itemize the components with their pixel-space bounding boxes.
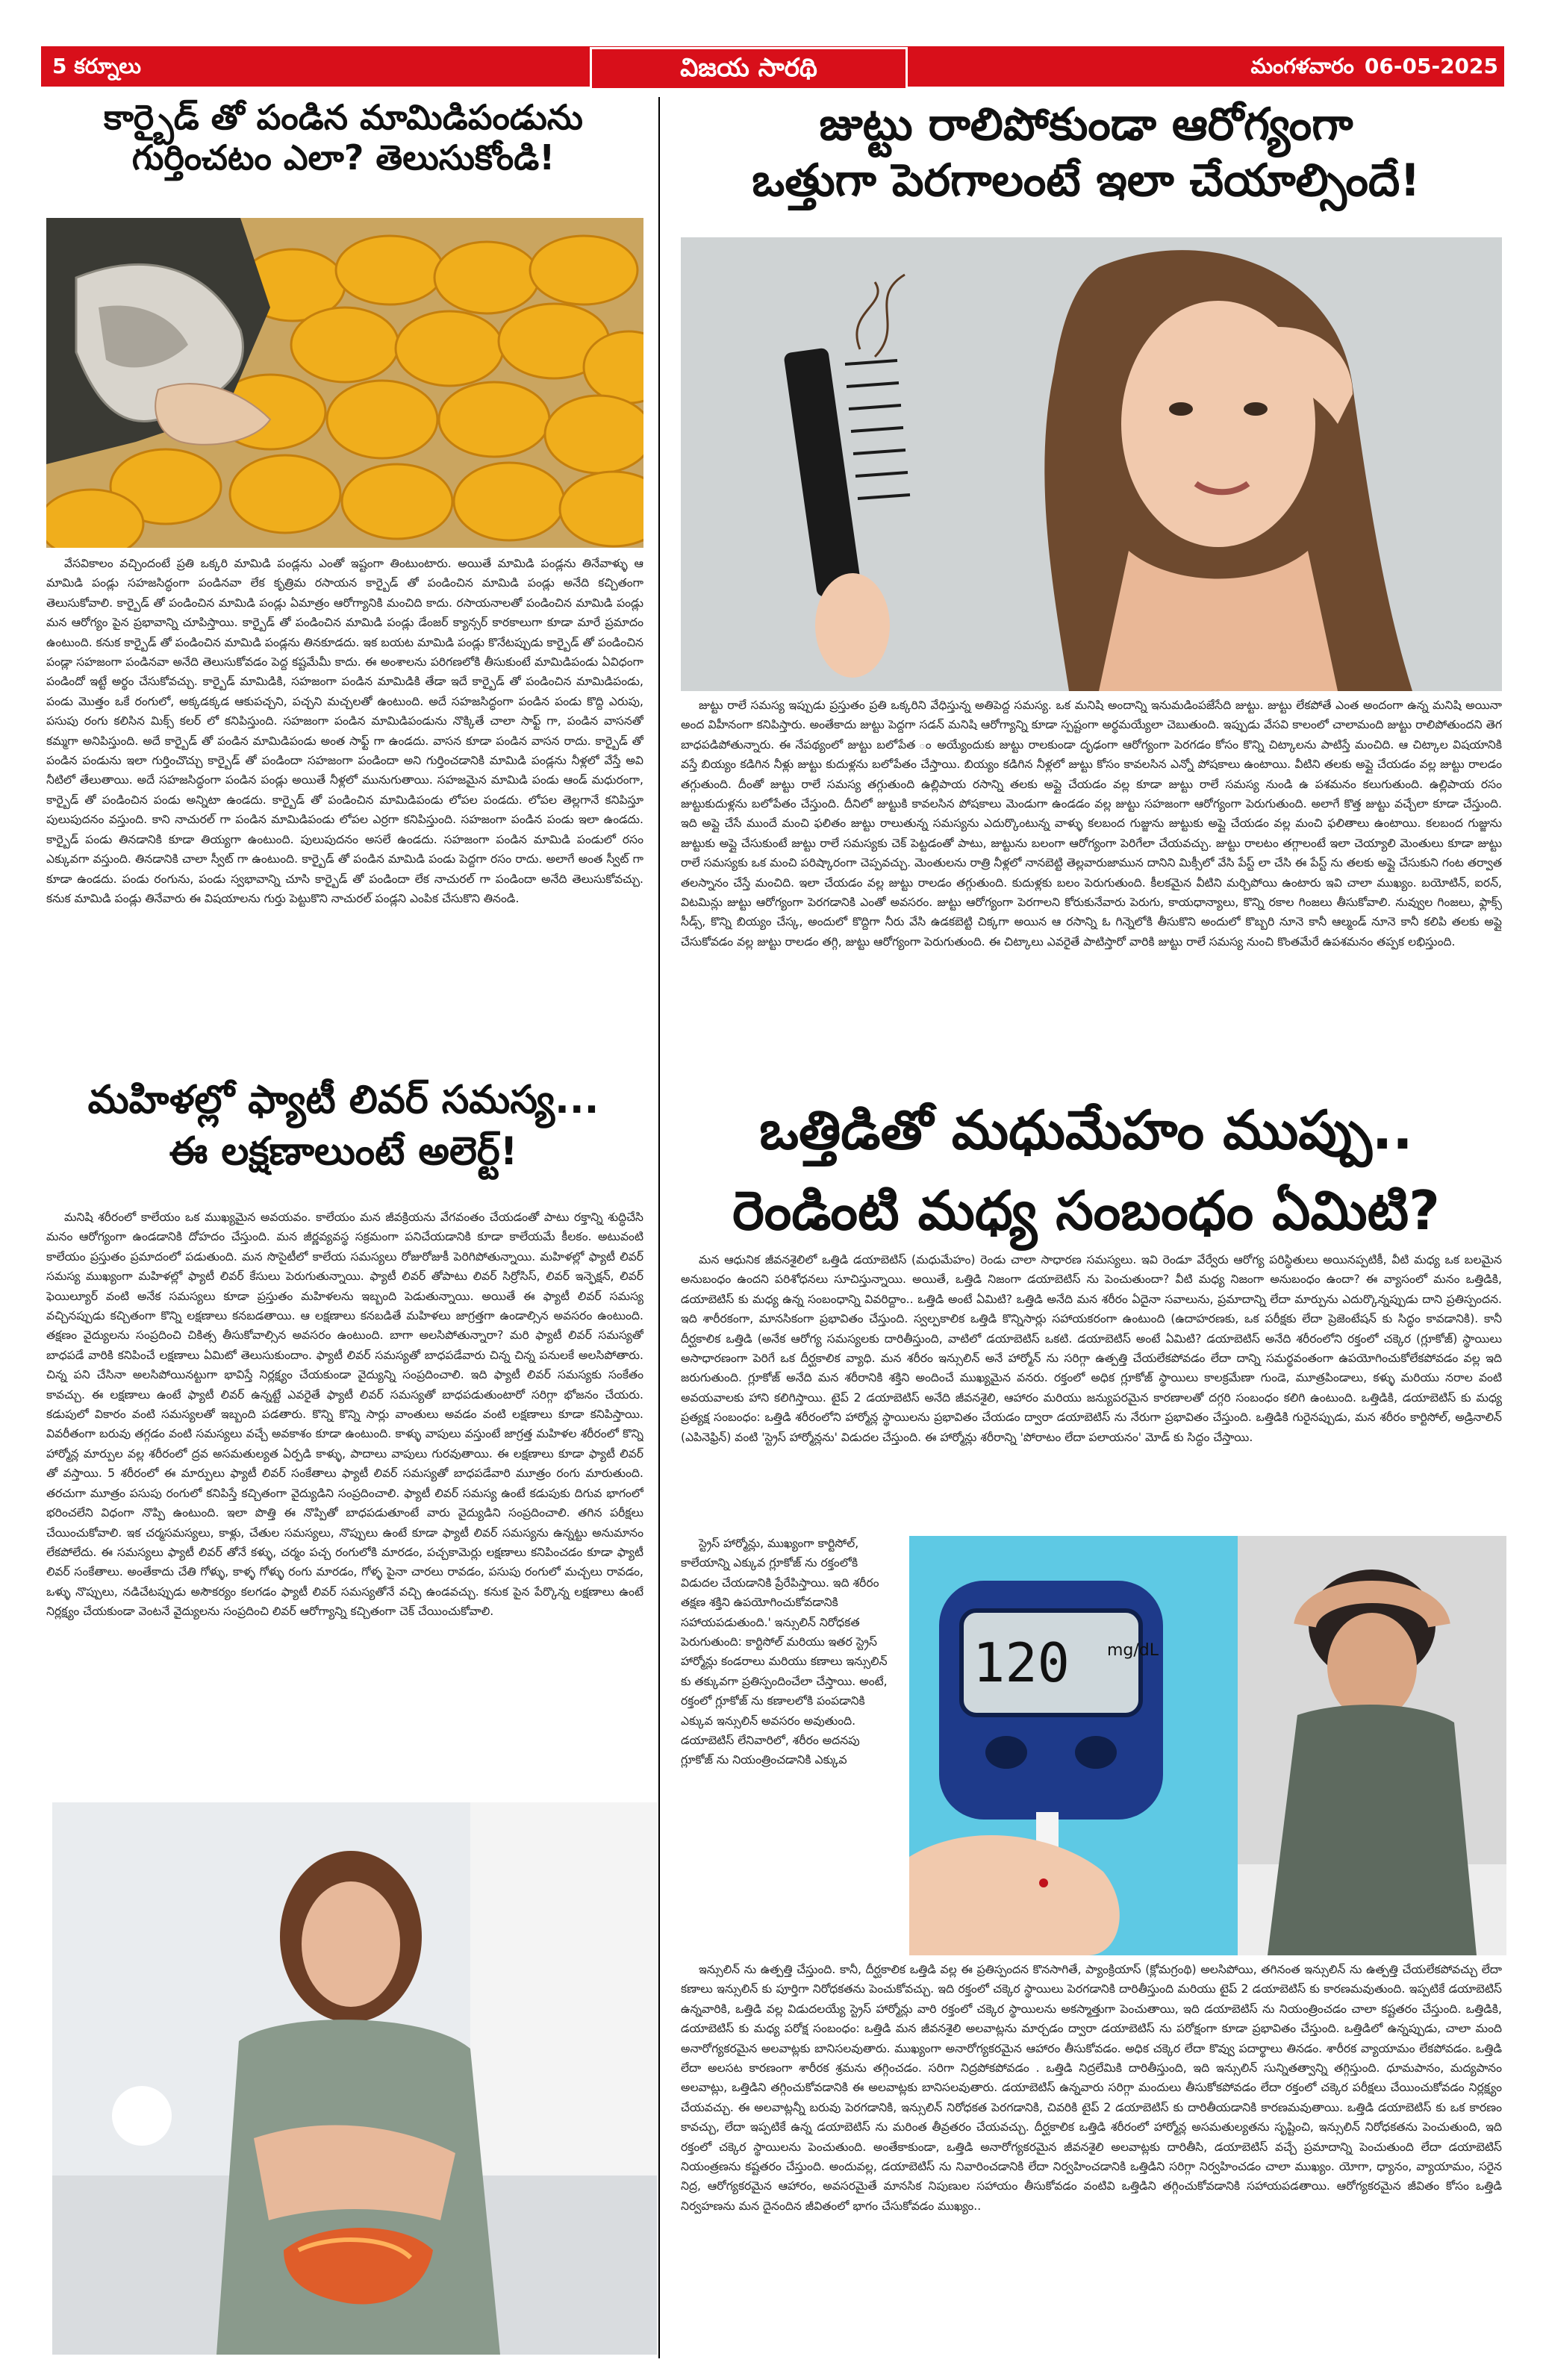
hair-headline-line1: జుట్టు రాలిపోకుండా ఆరోగ్యంగా <box>819 99 1353 151</box>
diabetes-headline <box>672 1090 1500 1251</box>
liver-headline <box>45 1075 642 1177</box>
mango-headline-line1: కార్బైడ్ తో పండిన మామిడిపండును <box>104 97 583 137</box>
liver-headline-line2: ఈ లక్షణాలుంటే అలెర్ట్! <box>169 1128 518 1174</box>
issue-date <box>1241 54 1498 84</box>
liver-body-text: మనిషి శరీరంలో కాలేయం ఒక ముఖ్యమైన అవయవం. కాలేయం మన జీవక్రియను వేగవంతం చేయడంతో పాటు రక్తాన్ని శుద్ధిచేసి మనం ఆరోగ్యంగా ఉండడానికి దోహదం చేస్తుంది. మన జీర్ణవ్యవస్థ సక్రమంగా పనిచేయడానికి కూడా కాలేయమే కీలకం. అటువంటి కాలేయం ప్రస్తుతం ప్రమాదంలో పడుతుంది. మన సొసైటీలో కాలేయ సమస్యలు రోజురోజుకీ పెరిగిపోతున్నాయి. మహిళల్లో ఫ్యాటీ లివర్ సమస్య ముఖ్యంగా మహిళల్లో ఫ్యాటీ లివర్ కేసులు పెరుగుతున్నాయి. ఫ్యాటీ లివర్ తోపాటు లివర్ సిర్రోసిస్, లివర్ ఇన్ఫెక్షన్, లివర్ ఫెయిల్యూర్ వంటి అనేక సమస్యలు కూడా ప్రస్తుతం మహిళలను ఇబ్బంది పెడుతున్నాయి. అయితే ఈ ఫ్యాటీ లివర్ సమస్య వచ్చినప్పుడు కచ్చితంగా కొన్ని లక్షణాలు కనబడతాయి. ఆ లక్షణాలు కనబడితే మహిళలు జాగ్రత్తగా ఉండాల్సిన అవసరం ఉంటుంది. తక్షణం వైద్యులను సంప్రదించి చికిత్స తీసుకోవాల్సిన అవసరం ఉంటుంది. బాగా అలసిపోతున్నారా? మరి ఫ్యాటీ లివర్ సమస్యతో బాధపడే వారికి కనిపించే లక్షణాలు ఏమిటో తెలుసుకుందాం. ఫ్యాటీ లివర్ సమస్యతో బాధపడేవారు చిన్న చిన్న పనులకే అలసిపోతారు. చిన్న పని చేసినా అలసిపోయినట్టుగా భావిస్తే నిర్లక్ష్యం చేయకుండా వైద్యున్ని సంప్రదించాలి. ఇది ఫ్యాటీ లివర్ సమస్యకు సంకేతం కావచ్చు. ఈ లక్షణాలు ఉంటే ఫ్యాటీ లివర్ ఉన్నట్టే ఎవరైతే ఫ్యాటీ లివర్ సమస్యతో బాధపడుతుంటారో సరిగ్గా భోజనం చేయరు. కడుపులో వికారం వంటి సమస్యలతో ఇబ్బంది పడతారు. కొన్ని కొన్ని సార్లు వాంతులు అవడం వంటి లక్షణాలు కూడా కనిపిస్తాయి. వివరీతంగా బరువు తగ్గడం వంటి సమస్యలు వచ్చే అవకాశం కూడా ఉంటుంది. కాళ్ళు వాపులు వస్తుంటే జాగ్రత్త మహిళల శరీరంలో కొన్ని హార్మోన్ల మార్పుల వల్ల శరీరంలో ద్రవ అసమతుల్యత ఏర్పడి కాళ్ళు, పాదాలు వాపులు గురవుతాయి. ఈ లక్షణాలు కూడా ఫ్యాటీ లివర్ తో వస్తాయి. 5 శరీరంలో ఈ మార్పులు ఫ్యాటీ లివర్ సంకేతాలు ఫ్యాటీ లివర్ సమస్యతో బాధపడేవారి మూత్రం రంగు మారుతుంది. తరచుగా మూత్రం పసుపు రంగులో కనిపిస్తే కచ్చితంగా వైద్యుడిని సంప్రదించాలి. ఫ్యాటీ లివర్ సమస్య ఉంటే కడుపుకు దిగువ భాగంలో భరించలేని విధంగా నొప్పి ఉంటుంది. ఇలా పొత్తి ఈ నొప్పితో బాధపడుతూంటే వారు వైద్యుడిని సంప్రదించాలి. తగిన పరీక్షలు చేయించుకోవాలి. ఇక చర్మసమస్యలు, కాళ్లు, చేతుల సమస్యలు, నొప్పులు ఉంటే కూడా ఫ్యాటీ లివర్ సమస్యను ఉన్నట్టు అనుమానం లేకపోలేదు. ఈ సమస్యలు ఫ్యాటీ లివర్ తోనే కళ్ళు, చర్మం పచ్చ రంగులోకి మారడం, పచ్చకామెర్లు లక్షణాలు కనిపించడం కూడా ఫ్యాటీ లివర్ సంకేతాలు. అంతేకాదు చేతి గోళ్ళు, కాళ్ళ గోళ్ళు రంగు మారడం, గోళ్ళ పైనా చారలు రావడం, పసుపు రంగులో మచ్చలు రావడం, ఒళ్ళు నొప్పులు, నడిచేటప్పుడు అసౌకర్యం కలగడం ఫ్యాటీ లివర్ సమస్యతోనే వచ్చి ఉండవచ్చు. కనుక పైన పేర్కొన్న లక్షణాలు ఉంటే నిర్లక్ష్యం చేయకుండా వెంటనే వైద్యులను సంప్రదించి లివర్ ఆరోగ్యాన్ని కచ్చితంగా చెక్ చేయించుకోవాలి. <box>46 1211 643 1619</box>
paper-name: విజయ సారథి <box>590 47 908 90</box>
diabetes-body-side-text: స్ట్రెస్ హార్మోన్లు, ముఖ్యంగా కార్టిసోల్, కాలేయాన్ని ఎక్కువ గ్లూకోజ్ ను రక్తంలోకి విడుదల చేయడానికి ప్రేరేపిస్తాయి. ఇది శరీరం తక్షణ శక్తిని ఉపయోగించుకోవడానికి సహాయపడుతుంది.' ఇన్సులిన్ నిరోధకత పెరుగుతుంది: కార్టిసోల్ మరియు ఇతర స్ట్రెస్ హార్మోన్లు కండరాలు మరియు కణాలు ఇన్సులిన్ కు తక్కువగా ప్రతిస్పందించేలా చేస్తాయి. అంటే, రక్తంలో గ్లూకోజ్ ను కణాలలోకి పంపడానికి ఎక్కువ ఇన్సులిన్ అవసరం అవుతుంది. డయాబెటిస్ లేనివారిలో, శరీరం అదనపు గ్లూకోజ్ ను నియంత్రించడానికి ఎక్కువ <box>681 1537 888 1767</box>
liver-headline-line1: మహిళల్లో ఫ్యాటీ లివర్ సమస్య... <box>87 1078 599 1122</box>
mango-headline <box>45 97 642 178</box>
mango-photo <box>46 218 643 548</box>
hair-photo <box>681 237 1502 691</box>
page-label: 5 కర్నూలు <box>52 54 141 78</box>
diabetes-headline-line1: ఒత్తిడితో మధుమేహం ముప్పు.. <box>759 1099 1413 1161</box>
diabetes-headline-line2: రెండింటి మధ్య సంబంధం ఏమిటి? <box>732 1179 1440 1242</box>
diabetes-body-bottom <box>681 1960 1502 2340</box>
diabetes-body-top <box>681 1250 1502 1531</box>
date-label: 06-05-2025 <box>1364 54 1498 78</box>
glucometer-reading: 120 <box>972 1631 1070 1694</box>
diabetes-photo <box>909 1536 1506 1955</box>
column-divider <box>658 97 660 2358</box>
diabetes-body-top-text: మన ఆధునిక జీవనశైలిలో ఒత్తిడి డయాబెటిస్ (మధుమేహం) రెండు చాలా సాధారణ సమస్యలు. ఇవి రెండూ వేర్వేరు ఆరోగ్య పరిస్థితులు అయినప్పటికీ, వీటి మధ్య ఒక బలమైన అనుబంధం ఉందని పరిశోధనలు సూచిస్తున్నాయి. అయితే, ఒత్తిడి నిజంగా డయాబెటిస్ ను పెంచుతుందా? వీటి మధ్య నిజంగా అనుబంధం ఉందా? ఈ వ్యాసంలో మనం ఒత్తిడికి, డయాబెటిస్ కు మధ్య ఉన్న సంబంధాన్ని వివరిద్దాం.. ఒత్తిడి అంటే ఏమిటి? ఒత్తిడి అనేది మన శరీరం ఏదైనా సవాలును, ప్రమాదాన్ని లేదా మార్పును ఎదుర్కొన్నప్పుడు దాని ప్రతిస్పందన. ఇది శారీరకంగా, మానసికంగా ప్రభావితం చేస్తుంది. స్వల్పకాలిక ఒత్తిడి కొన్నిసార్లు సహాయకరంగా ఉంటుంది (ఉదాహరణకు, ఒక పరీక్షకు లేదా ప్రెజెంటేషన్ కు సిద్ధం కావడానికి). కానీ దీర్ఘకాలిక ఒత్తిడి (అనేక ఆరోగ్య సమస్యలకు దారితీస్తుంది, వాటిలో డయాబెటిస్ ఒకటి. డయాబెటిస్ అంటే ఏమిటి? డయాబెటిస్ అనేది శరీరంలోని రక్తంలో చక్కెర (గ్లూకోజ్) స్థాయిలు అసాధారణంగా పెరిగే ఒక దీర్ఘకాలిక వ్యాధి. మన శరీరం ఇన్సులిన్ అనే హార్మోన్ ను సరిగ్గా ఉత్పత్తి చేయలేకపోవడం లేదా దాన్ని సమర్థవంతంగా ఉపయోగించుకోలేకపోవడం వల్ల ఇది జరుగుతుంది. గ్లూకోజ్ అనేది మన శరీరానికి శక్తిని అందించే ముఖ్యమైన వనరు. రక్తంలో అధిక గ్లూకోజ్ స్థాయిలు కాలక్రమేణా గుండె, మూత్రపిండాలు, కళ్ళు మరియు నరాల వంటి అవయవాలకు హాని కలిగిస్తాయి. టైప్ 2 డయాబెటిస్ అనేది జీవనశైలి, ఆహారం మరియు జన్యుపరమైన కారణాలతో దగ్గరి సంబంధం కలిగి ఉంటుంది. ఒత్తిడికి, డయాబెటిస్ కు మధ్య ప్రత్యక్ష సంబంధం: ఒత్తిడి శరీరంలోని హార్మోన్ల స్థాయిలను ప్రభావితం చేయడం ద్వారా డయాబెటిస్ ను నేరుగా ప్రభావితం చేస్తుంది. ఒత్తిడికి గురైనప్పుడు, మన శరీరం కార్టిసోల్, అడ్రినాలిన్ (ఎపినెఫ్రిన్) వంటి 'స్ట్రెస్ హార్మోన్లను' విడుదల చేస్తుంది. ఈ హార్మోన్లు శరీరాన్ని 'పోరాటం లేదా పలాయనం' మోడ్ కు సిద్ధం చేస్తాయి. <box>681 1253 1502 1444</box>
hair-body-text: జుట్టు రాలే సమస్య ఇప్పుడు ప్రస్తుతం ప్రతి ఒక్కరిని వేధిస్తున్న అతిపెద్ద సమస్య. ఒక మనిషి అందాన్ని ఇనుమడింపజేసేది జుట్టు. జుట్టు లేకపోతే ఎంత అందంగా ఉన్న మనిషి అయినా అంద విహీనంగా కనిపిస్తారు. అంతేకాదు జుట్టు పెద్దగా సడన్ మనిషి ఆరోగ్యాన్ని కూడా స్పష్టంగా అర్థమయ్యేలా చెబుతుంది. ఇప్పుడు వేసవి కాలంలో చాలామంది జుట్టు రాలిపోతుందని తెగ బాధపడిపోతున్నారు. ఈ నేపథ్యంలో జుట్టు బలోపేత ం అయ్యేందుకు జుట్టు రాలకుండా దృఢంగా ఆరోగ్యంగా పెరగడం కోసం కొన్ని చిట్కాలను పాటిస్తే మంచిది. ఆ చిట్కాల విషయానికి వస్తే బియ్యం కడిగిన నీళ్లు జుట్టు కుదుళ్లను బలోపేతం చేస్తాయి. బియ్యం కడిగిన నీళ్లలో జుట్టు కోసం కావలసిన ఎన్నో పోషకాలు ఉంటాయి. వీటిని తలకు అప్లై చేయడం వల్ల జుట్టు రాలడం తగ్గుతుంది. దీంతో జుట్టు రాలే సమస్య తగ్గుతుంది ఉల్లిపాయ రసాన్ని తలకు అప్లై చేయడం వల్ల కూడా జుట్టు రాలే సమస్య నుండి ఉ పశమనం కలుగుతుంది. ఉల్లిపాయ రసం జుట్టుకుదుళ్లను బలోపేతం చేస్తుంది. దీనిలో జుట్టుకి కావలసిన పోషకాలు మెండుగా ఉండడం వల్ల జుట్టు సహజంగా ఆరోగ్యంగా పెరుగుతుంది. అలాగే కొత్త జుట్టు వచ్చేలా కూడా చేస్తుంది. ఇది అప్లై చేసే ముందే మంచి ఫలితం జుట్టు రాలుతున్న సమస్యను ఎదుర్కొంటున్న వాళ్ళు కలబంద గుజ్జును జుట్టుకు అప్లై చేయడం వల్ల మంచి ఫలితాలు ఉంటాయి. కలబంద గుజ్జును జుట్టుకు అప్లై చేసుకుంటే జుట్టు రాలే సమస్యకు చెక్ పెట్టడంతో పాటు, జుట్టును బలంగా ఆరోగ్యంగా పెరిగేలా చేయవచ్చు. జుట్టు రాలటం తగ్గాలంటే ఇలా చెయ్యాలి మెంతులు కూడా జుట్టు రాలే సమస్యకు ఒక మంచి పరిష్కారంగా చెప్పవచ్చు. మెంతులను రాత్రి నీళ్లలో నానబెట్టి తెల్లవారుజామున దానిని మిక్సీలో వేసి పేస్ట్ లా చేసి ఈ పేస్ట్ ను తలకు అప్లై చేసుకుని గంట తర్వాత తలస్నానం చేస్తే మంచిది. ఇలా చేయడం వల్ల జుట్టు రాలడం తగ్గుతుంది. కుదుళ్లకు బలం పెరుగుతుంది. కీలకమైన వీటిని మర్చిపోయి ఉంటారు ఇవి చాలా ముఖ్యం. బయోటిన్, ఐరన్, విటమిన్లు జుట్టు ఆరోగ్యంగా పెరగడానికి ఎంతో అవసరం. జుట్టు ఆరోగ్యంగా పెరగాలని కోరుకునేవారు పెరుగు, కాయధాన్యాలు, కొన్ని రకాల గింజలు తీసుకోవాలి. నువ్వుల గింజలు, ఫ్లాక్స్ సీడ్స్, కొన్ని బియ్యం చేస్క, అందులో కొద్దిగా నీరు వేసి ఉడకబెట్టి చిక్కగా అయిన ఆ రసాన్ని ఓ గిన్నెలోకి తీసుకొని అందులో కొబ్బరి నూనె కానీ ఆల్మండ్ నూనె కానీ కలిపి తలకు అప్లై చేసుకోవడం వల్ల జుట్టు రాలడం తగ్గి, జుట్టు ఆరోగ్యంగా పెరుగుతుంది. ఈ చిట్కాలు ఎవరైతే పాటిస్తారో వారికి జుట్టు రాలే సమస్య నుంచి కొంతమేరే ఉపశమనం తప్పక లభిస్తుంది. <box>681 699 1502 949</box>
mango-body-text: వేసవికాలం వచ్చిందంటే ప్రతి ఒక్కరి మామిడి పండ్లను ఎంతో ఇష్టంగా తింటుంటారు. అయితే మామిడి పండ్లను తినేవాళ్ళు ఆ మామిడి పండ్లు సహజసిద్ధంగా పండినవా లేక కృత్రిమ రసాయన కార్బైడ్ తో పండించిన మామిడి పండ్లు అనేది కచ్చితంగా తెలుసుకోవాలి. కార్బైడ్ తో పండించిన మామిడి పండ్లు ఏమాత్రం ఆరోగ్యానికి మంచిది కాదు. రసాయనాలతో పండించిన మామిడి పండ్లు మన ఆరోగ్యం పైన ప్రభావాన్ని చూపిస్తాయి. కార్బైడ్ తో పండించిన మామిడి పండ్లు డేంజర్ క్యాన్సర్ కారకాలుగా కూడా మారే ప్రమాదం ఉంటుంది. కనుక కార్బైడ్ తో పండించిన మామిడి పండ్లను తినకూడదు. ఇక బయట మామిడి పండ్లు కొనేటప్పుడు కార్బైడ్ తో పండించిన పండ్లా సహజంగా పండినవా అనేది తెలుసుకోవడం పెద్ద కష్టమేమీ కాదు. ఈ అంశాలను పరిగణలోకి తీసుకుంటే మామిడిపండు ఏవిధంగా పండిందో ఇట్టే అర్థం చేసుకోవచ్చు. కార్బైడ్ మామిడికి, సహజంగా పండిన మామిడికి తేడా ఇదే కార్బైడ్ తో పండించిన మామిడిపండు, పండు మొత్తం ఒకే రంగులో, అక్కడక్కడ ఆకుపచ్చని, పచ్చని మచ్చలతో ఉంటుంది. అదే సహజసిద్ధంగా పండిన పండు కొద్ది ఎరుపు, పసుపు రంగు కలిసిన మిక్స్ కలర్ లో కనిపిస్తుంది. సహజంగా పండిన మామిడిపండును నొక్కితే చాలా సాఫ్ట్ గా, పండిన వాసనతో కమ్మగా అనిపిస్తుంది. అదే కార్బైడ్ తో పండిన మామిడిపండు అంత సాఫ్ట్ గా ఉండదు. వాసన కూడా పండిన వాసన రాదు. కార్బైడ్ తో పండిన పండును ఇలా గుర్తించొచ్చు కార్బైడ్ తో పండిందా సహజంగా పండిందా అని గుర్తించడానికి మామిడి పండ్లను నీళ్లలో వేస్తే అవి నీటిలో తేలుతాయి. అదే సహజసిద్ధంగా పండిన పండ్లు అయితే నీళ్లలో మునుగుతాయి. సహజమైన మామిడి పండు ఆండ్ మధురంగా, కార్బైడ్ తో పండించిన పండు అన్నిటా ఉండదు. కార్బైడ్ తో పండించిన మామిడిపండు లోపల పండదు. లోపల తెల్లగానే కనిపిస్తూ పులుపుదనం వస్తుంది. కాని నాచురల్ గా పండిన మామిడిపండు లోపల ఎర్రగా కనిపిస్తుంది. సహజంగా పండిన పండు ఇలా ఉండదు. కార్బైడ్ పండు తినడానికి కూడా తియ్యగా ఉంటుంది. పులుపుదనం అసలే ఉండదు. సహజంగా పండిన మామిడి పండులో రసం ఎక్కువగా వస్తుంది. తినడానికి చాలా స్వీట్ గా ఉంటుంది. కార్బైడ్ తో పండిన మామిడి పండు పెద్దగా రసం రాదు. అలాగే అంత స్వీట్ గా కూడా ఉండదు. పండు రంగును, పండు స్వభావాన్ని చూసి కార్బైడ్ తో పండిందా లేక నాచురల్ గా పండిందా అనేది తెలుసుకోవచ్చు. కనుక మామిడి పండ్లు తినేవారు ఈ విషయాలను గుర్తు పెట్టుకొని నాచురల్ పండ్లని ఎంపిక చేసుకొని తినండి. <box>46 557 643 905</box>
diabetes-body-side <box>681 1534 893 1956</box>
mango-headline-line2: గుర్తించటం ఎలా? తెలుసుకోండి! <box>131 137 555 178</box>
mango-body <box>46 554 643 1061</box>
day-label: మంగళవారం <box>1250 54 1354 78</box>
diabetes-body-bottom-text: ఇన్సులిన్ ను ఉత్పత్తి చేస్తుంది. కానీ, దీర్ఘకాలిక ఒత్తిడి వల్ల ఈ ప్రతిస్పందన కొనసాగితే, ప్యాంక్రియాస్ (క్లోమగ్రంథి) అలసిపోయి, తగినంత ఇన్సులిన్ ను ఉత్పత్తి చేయలేకపోవచ్చు లేదా కణాలు ఇన్సులిన్ కు పూర్తిగా నిరోధకతను పెంచుకోవచ్చు. ఇది రక్తంలో చక్కెర స్థాయిలు పెరగడానికి దారితీస్తుంది మరియు టైప్ 2 డయాబెటిస్ కు కారణమవుతుంది. ఇప్పటికే డయాబెటిస్ ఉన్నవారికి, ఒత్తిడి వల్ల విడుదలయ్యే స్ట్రెస్ హార్మోన్లు వారి రక్తంలో చక్కెర స్థాయిలను అకస్మాత్తుగా పెంచుతాయి, ఇది డయాబెటిస్ ను నియంత్రించడం చాలా కష్టతరం చేస్తుంది. ఒత్తిడికి, డయాబెటిస్ కు మధ్య పరోక్ష సంబంధం: ఒత్తిడి మన జీవనశైలి అలవాట్లను మార్చడం ద్వారా డయాబెటిస్ ను పరోక్షంగా కూడా ప్రభావితం చేస్తుంది. ఒత్తిడిలో ఉన్నప్పుడు, చాలా మంది అనారోగ్యకరమైన అలవాట్లకు బానిసలవుతారు. ముఖ్యంగా అనారోగ్యకరమైన ఆహారం తీసుకోవడం. అధిక చక్కెర లేదా కొవ్వు పదార్థాలు తినడం. శారీరక వ్యాయామం లేకపోవడం. ఒత్తిడి లేదా అలసట కారణంగా శారీరక శ్రమను తగ్గించడం. సరిగా నిద్రపోకపోవడం . ఒత్తిడి నిద్రలేమికి దారితీస్తుంది, ఇది ఇన్సులిన్ సున్నితత్వాన్ని తగ్గిస్తుంది. ధూమపానం, మద్యపానం అలవాట్లు, ఒత్తిడిని తగ్గించుకోవడానికి ఈ అలవాట్లకు బానిసలవుతారు. డయాబెటిస్ ఉన్నవారు సరిగ్గా మందులు తీసుకోకపోవడం లేదా రక్తంలో చక్కెర పరీక్షలు చేయించుకోవడం నిర్లక్ష్యం చేయవచ్చు. ఈ అలవాట్లన్నీ బరువు పెరగడానికి, ఇన్సులిన్ నిరోధకత పెరగడానికి, చివరికి టైప్ 2 డయాబెటిస్ కు దారితీయడానికి కారణమవుతాయి. ఒత్తిడి డయాబెటిస్ కు ఒక కారణం కావచ్చు, లేదా ఇప్పటికే ఉన్న డయాబెటిస్ ను మరింత తీవ్రతరం చేయవచ్చు. దీర్ఘకాలిక ఒత్తిడి శరీరంలో హార్మోన్ల అసమతుల్యతను సృష్టించి, ఇన్సులిన్ నిరోధకతను పెంచుతుంది, ఇది రక్తంలో చక్కెర స్థాయిలను పెంచుతుంది. అంతేకాకుండా, ఒత్తిడి అనారోగ్యకరమైన జీవనశైలి అలవాట్లకు దారితీసి, డయాబెటిస్ వచ్చే ప్రమాదాన్ని పెంచుతుంది లేదా డయాబెటిస్ నియంత్రణను కష్టతరం చేస్తుంది. అందువల్ల, డయాబెటిస్ ను నివారించడానికి లేదా నిర్వహించడానికి ఒత్తిడిని సరిగ్గా నిర్వహించడం చాలా ముఖ్యం. యోగా, ధ్యానం, వ్యాయామం, సరైన నిద్ర, ఆరోగ్యకరమైన ఆహారం, అవసరమైతే మానసిక నిపుణుల సహాయం తీసుకోవడం వంటివి ఒత్తిడిని తగ్గించుకోవడానికి సహాయపడతాయి. ఆరోగ్యకరమైన జీవితం కోసం ఒత్తిడి నిర్వహణను మన దైనందిన జీవితంలో భాగం చేసుకోవడం ముఖ్యం.. <box>681 1963 1502 2213</box>
glucometer-unit: mg/dL <box>1107 1641 1159 1660</box>
hair-headline-line2: ఒత్తుగా పెరగాలంటే ఇలా చేయాల్సిందే! <box>752 154 1421 207</box>
hair-headline <box>672 97 1500 209</box>
liver-body <box>46 1208 643 1790</box>
hair-body <box>681 696 1502 1084</box>
liver-photo <box>52 1802 657 2355</box>
